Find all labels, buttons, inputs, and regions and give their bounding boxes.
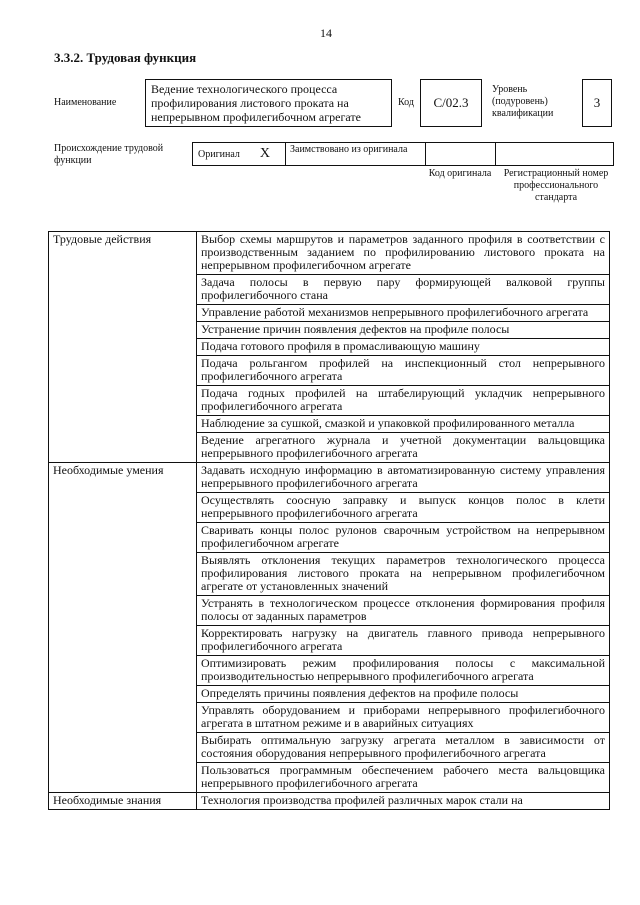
registration-number-cell [496, 143, 613, 165]
section-category: Необходимые знания [49, 793, 197, 810]
original-cell [193, 143, 286, 165]
original-code-cell [426, 143, 496, 165]
requirement-item: Подача готового профиля в промасливающую машину [197, 339, 610, 356]
requirement-item: Корректировать нагрузку на двигатель главного привода непрерывного профилегибочного агрегата [197, 626, 610, 656]
requirement-item: Устранять в технологическом процессе отклонения формирования профиля полосы от заданных параметров [197, 596, 610, 626]
requirement-item: Оптимизировать режим профилирования полосы с максимальной производительностью непрерывного профилегибочного агрегата [197, 656, 610, 686]
requirement-item: Сваривать концы полос рулонов сварочным устройством на непрерывном профилегибочном агрегате [197, 523, 610, 553]
requirement-item: Управление работой механизмов непрерывного профилегибочного агрегата [197, 305, 610, 322]
requirement-item: Задача полосы в первую пару формирующей валковой группы профилегибочного стана [197, 275, 610, 305]
function-code-box: C/02.3 [420, 79, 482, 127]
requirements-table [48, 231, 610, 810]
requirement-item: Наблюдение за сушкой, смазкой и упаковкой профилированного металла [197, 416, 610, 433]
origin-label: Происхождение трудовой функции [54, 143, 164, 166]
requirement-item: Задавать исходную информацию в автоматизированную систему управления непрерывного профилегибочного агрегата [197, 463, 610, 493]
section-category: Трудовые действия [49, 232, 197, 463]
section-category: Необходимые умения [49, 463, 197, 793]
name-label: Наименование [54, 97, 117, 108]
table-row [49, 463, 610, 493]
requirement-item: Устранение причин появления дефектов на профиле полосы [197, 322, 610, 339]
requirement-item: Выявлять отклонения текущих параметров технологического процесса профилирования листового проката на непрерывном профилегибочном агрегате от установленных значений [197, 553, 610, 596]
table-row [49, 232, 610, 275]
requirement-item: Подача годных профилей на штабелирующий укладчик непрерывного профилегибочного агрегата [197, 386, 610, 416]
requirement-item: Выбор схемы маршрутов и параметров заданного профиля в соответствии с производственным заданием по профилированию листового проката на непрерывном профилегибочном агрегате [197, 232, 610, 275]
original-label: Оригинал [198, 148, 240, 160]
requirement-item: Пользоваться программным обеспечением рабочего места вальцовщика непрерывного профилегибочного агрегата [197, 763, 610, 793]
code-label: Код [398, 97, 414, 108]
requirement-item: Управлять оборудованием и приборами непрерывного профилегибочного агрегата в штатном режиме и в аварийных ситуациях [197, 703, 610, 733]
requirement-item: Ведение агрегатного журнала и учетной документации вальцовщика непрерывного профилегибочного агрегата [197, 433, 610, 463]
level-value-box: 3 [582, 79, 612, 127]
origin-table [192, 142, 614, 166]
requirement-item: Подача рольгангом профилей на инспекционный стол непрерывного профилегибочного агрегата [197, 356, 610, 386]
registration-caption: Регистрационный номер профессионального стандарта [503, 168, 609, 203]
requirement-item: Технология производства профилей различных марок стали на [197, 793, 610, 810]
code-original-caption: Код оригинала [428, 168, 492, 179]
requirement-item: Осуществлять соосную заправку и выпуск концов полос в клети непрерывного профилегибочного агрегата [197, 493, 610, 523]
table-row [49, 793, 610, 810]
original-mark: X [259, 146, 271, 161]
page-number: 14 [320, 26, 332, 40]
requirement-item: Определять причины появления дефектов на профиле полосы [197, 686, 610, 703]
level-label: Уровень (подуровень) квалификации [492, 84, 554, 119]
function-name-box: Ведение технологического процесса профилирования листового проката на непрерывном профилегибочном агрегате [145, 79, 392, 127]
section-title: 3.3.2. Трудовая функция [54, 50, 197, 65]
requirement-item: Выбирать оптимальную загрузку агрегата металлом в зависимости от состояния оборудования непрерывного профилегибочного агрегата [197, 733, 610, 763]
borrowed-cell: Заимствовано из оригинала [286, 143, 426, 165]
